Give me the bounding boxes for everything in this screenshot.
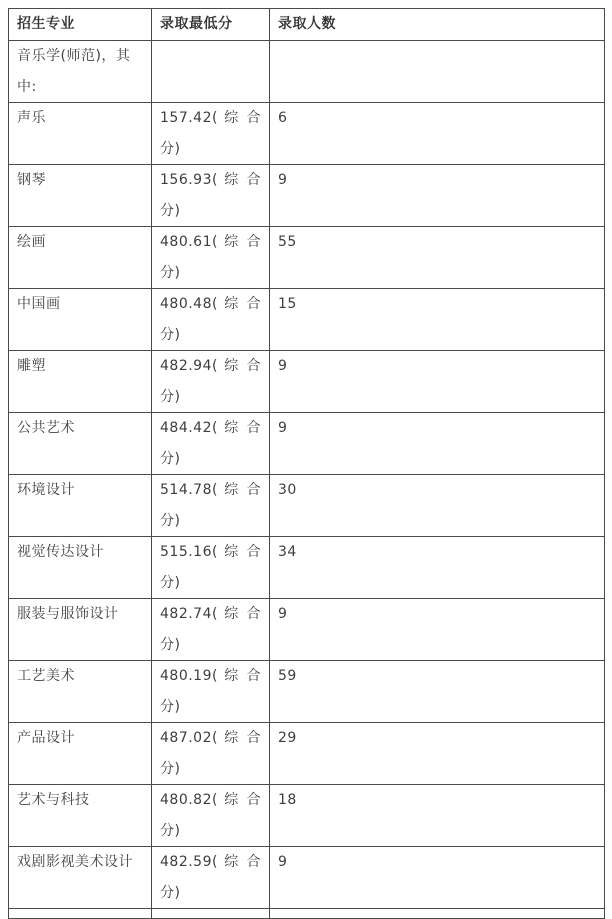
cell-major: 视觉传达设计 [9, 537, 152, 599]
cell-count: 9 [270, 351, 605, 413]
cell-min-score: 482.94( 综 合 分) [152, 351, 270, 413]
cell-min-score: 157.42( 综 合 分) [152, 103, 270, 165]
cell-count: 9 [270, 165, 605, 227]
cell-major: 艺术与科技 [9, 785, 152, 847]
cell-major: 工艺美术 [9, 661, 152, 723]
table-row [9, 847, 605, 909]
cell-min-score: 484.42( 综 合 分) [152, 413, 270, 475]
table-row [9, 785, 605, 847]
cell-major: 公共艺术 [9, 413, 152, 475]
cell-major: 绘画 [9, 227, 152, 289]
cell-major: 环境设计 [9, 475, 152, 537]
table-row [9, 909, 605, 919]
cell-count: 9 [270, 847, 605, 909]
cell-min-score: 515.16( 综 合 分) [152, 537, 270, 599]
cell-major: 声乐 [9, 103, 152, 165]
table-row [9, 599, 605, 661]
table-header [9, 9, 605, 41]
table-row [9, 537, 605, 599]
cell-count: 29 [270, 723, 605, 785]
cell-min-score [152, 41, 270, 103]
table-row [9, 289, 605, 351]
cell-min-score: 480.61( 综 合 分) [152, 227, 270, 289]
cell-major: 钢琴 [9, 165, 152, 227]
table-row [9, 103, 605, 165]
cell-count: 30 [270, 475, 605, 537]
table-body [9, 41, 605, 919]
cell-major: 产品设计 [9, 723, 152, 785]
cell-count: 34 [270, 537, 605, 599]
cell-major: 服装与服饰设计 [9, 599, 152, 661]
cell-min-score: 480.19( 综 合 分) [152, 661, 270, 723]
cell-min-score: 514.78( 综 合 分) [152, 475, 270, 537]
header-major: 招生专业 [9, 9, 152, 41]
cell-min-score: 487.02( 综 合 分) [152, 723, 270, 785]
cell-count: 55 [270, 227, 605, 289]
cell-count: 9 [270, 413, 605, 475]
cell-major: 音乐学(师范)，其中: [9, 41, 152, 103]
table-row [9, 723, 605, 785]
admission-table [8, 8, 605, 919]
cell-major: 中国画 [9, 289, 152, 351]
cell-count: 59 [270, 661, 605, 723]
table-row [9, 351, 605, 413]
cell-min-score: 480.48( 综 合 分) [152, 289, 270, 351]
table-row [9, 475, 605, 537]
cell-count: 18 [270, 785, 605, 847]
header-row [9, 9, 605, 41]
cell-major: 戏剧影视美术设计 [9, 847, 152, 909]
cell-min-score: 482.74( 综 合 分) [152, 599, 270, 661]
cell-min-score: 480.82( 综 合 分) [152, 785, 270, 847]
table-row [9, 165, 605, 227]
cell-count: 6 [270, 103, 605, 165]
cell-count [270, 909, 605, 919]
cell-major [9, 909, 152, 919]
cell-count [270, 41, 605, 103]
table-row [9, 413, 605, 475]
cell-major: 雕塑 [9, 351, 152, 413]
cell-count: 9 [270, 599, 605, 661]
cell-min-score [152, 909, 270, 919]
cell-min-score: 156.93( 综 合 分) [152, 165, 270, 227]
header-count: 录取人数 [270, 9, 605, 41]
cell-count: 15 [270, 289, 605, 351]
table-row [9, 661, 605, 723]
table-row [9, 41, 605, 103]
header-min-score: 录取最低分 [152, 9, 270, 41]
table-row [9, 227, 605, 289]
cell-min-score: 482.59( 综 合 分) [152, 847, 270, 909]
